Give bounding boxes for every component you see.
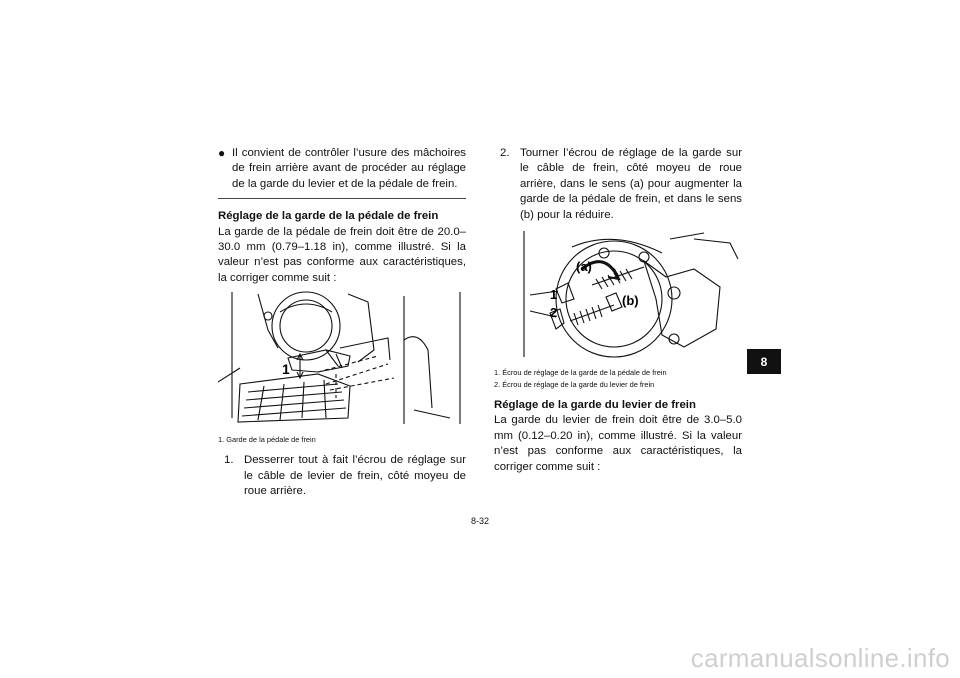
hub-figure-caption-1: 1. Écrou de réglage de la garde de la pédale de frein xyxy=(494,368,667,378)
chapter-tab: 8 xyxy=(747,349,781,374)
note-text: Il convient de contrôler l’usure des mâchoires de frein arrière avant de procéder au réglage de la garde du levier et de la pédale de frein. xyxy=(232,147,466,190)
step-1-text: Desserrer tout à fait l’écrou de réglage sur le câble de levier de frein, côté moyeu de roue arrière. xyxy=(244,454,466,498)
step-1-number: 1. xyxy=(224,454,234,467)
watermark: carmanualsonline.info xyxy=(690,643,950,673)
left-column xyxy=(218,146,466,499)
step-1 xyxy=(218,453,466,499)
figure-label-a: (a) xyxy=(576,259,592,275)
bullet-icon: ● xyxy=(218,146,226,160)
step-2 xyxy=(494,146,742,223)
figure-label-1: 1 xyxy=(550,287,558,303)
step-2-text: Tourner l’écrou de réglage de la garde sur le câble de frein, côté moyeu de roue arrière, dans le sens (a) pour augmenter la garde de la pédale de frein, et dans le sens (b) pour la réduire. xyxy=(520,147,742,221)
lever-heading: Réglage de la garde du levier de frein xyxy=(494,399,696,412)
inspection-note xyxy=(218,146,466,192)
figure-label-b: (b) xyxy=(622,293,639,309)
rear-hub-figure xyxy=(494,229,742,365)
page-number: 8-32 xyxy=(470,516,489,526)
step-2-number: 2. xyxy=(500,147,510,159)
right-column xyxy=(494,146,742,475)
brake-pedal-figure xyxy=(218,290,466,428)
pedal-heading: Réglage de la garde de la pédale de frein xyxy=(218,210,439,223)
hub-figure-caption-2: 2. Écrou de réglage de la garde du levier de frein xyxy=(494,380,655,390)
section-divider xyxy=(218,198,466,199)
lever-paragraph: La garde du levier de frein doit être de 3.0–5.0 mm (0.12–0.20 in), comme illustré. Si la valeur n’est pas conforme aux caractéristiques, la corriger comme suit : xyxy=(494,414,742,473)
pedal-figure-caption: 1. Garde de la pédale de frein xyxy=(218,435,316,445)
figure-label-1: 1 xyxy=(282,361,290,378)
pedal-paragraph: La garde de la pédale de frein doit être de 20.0–30.0 mm (0.79–1.18 in), comme illustré. Si la valeur n’est pas conforme aux caractéristiques, la corriger comme suit : xyxy=(218,225,466,284)
figure-label-2: 2 xyxy=(550,305,558,321)
